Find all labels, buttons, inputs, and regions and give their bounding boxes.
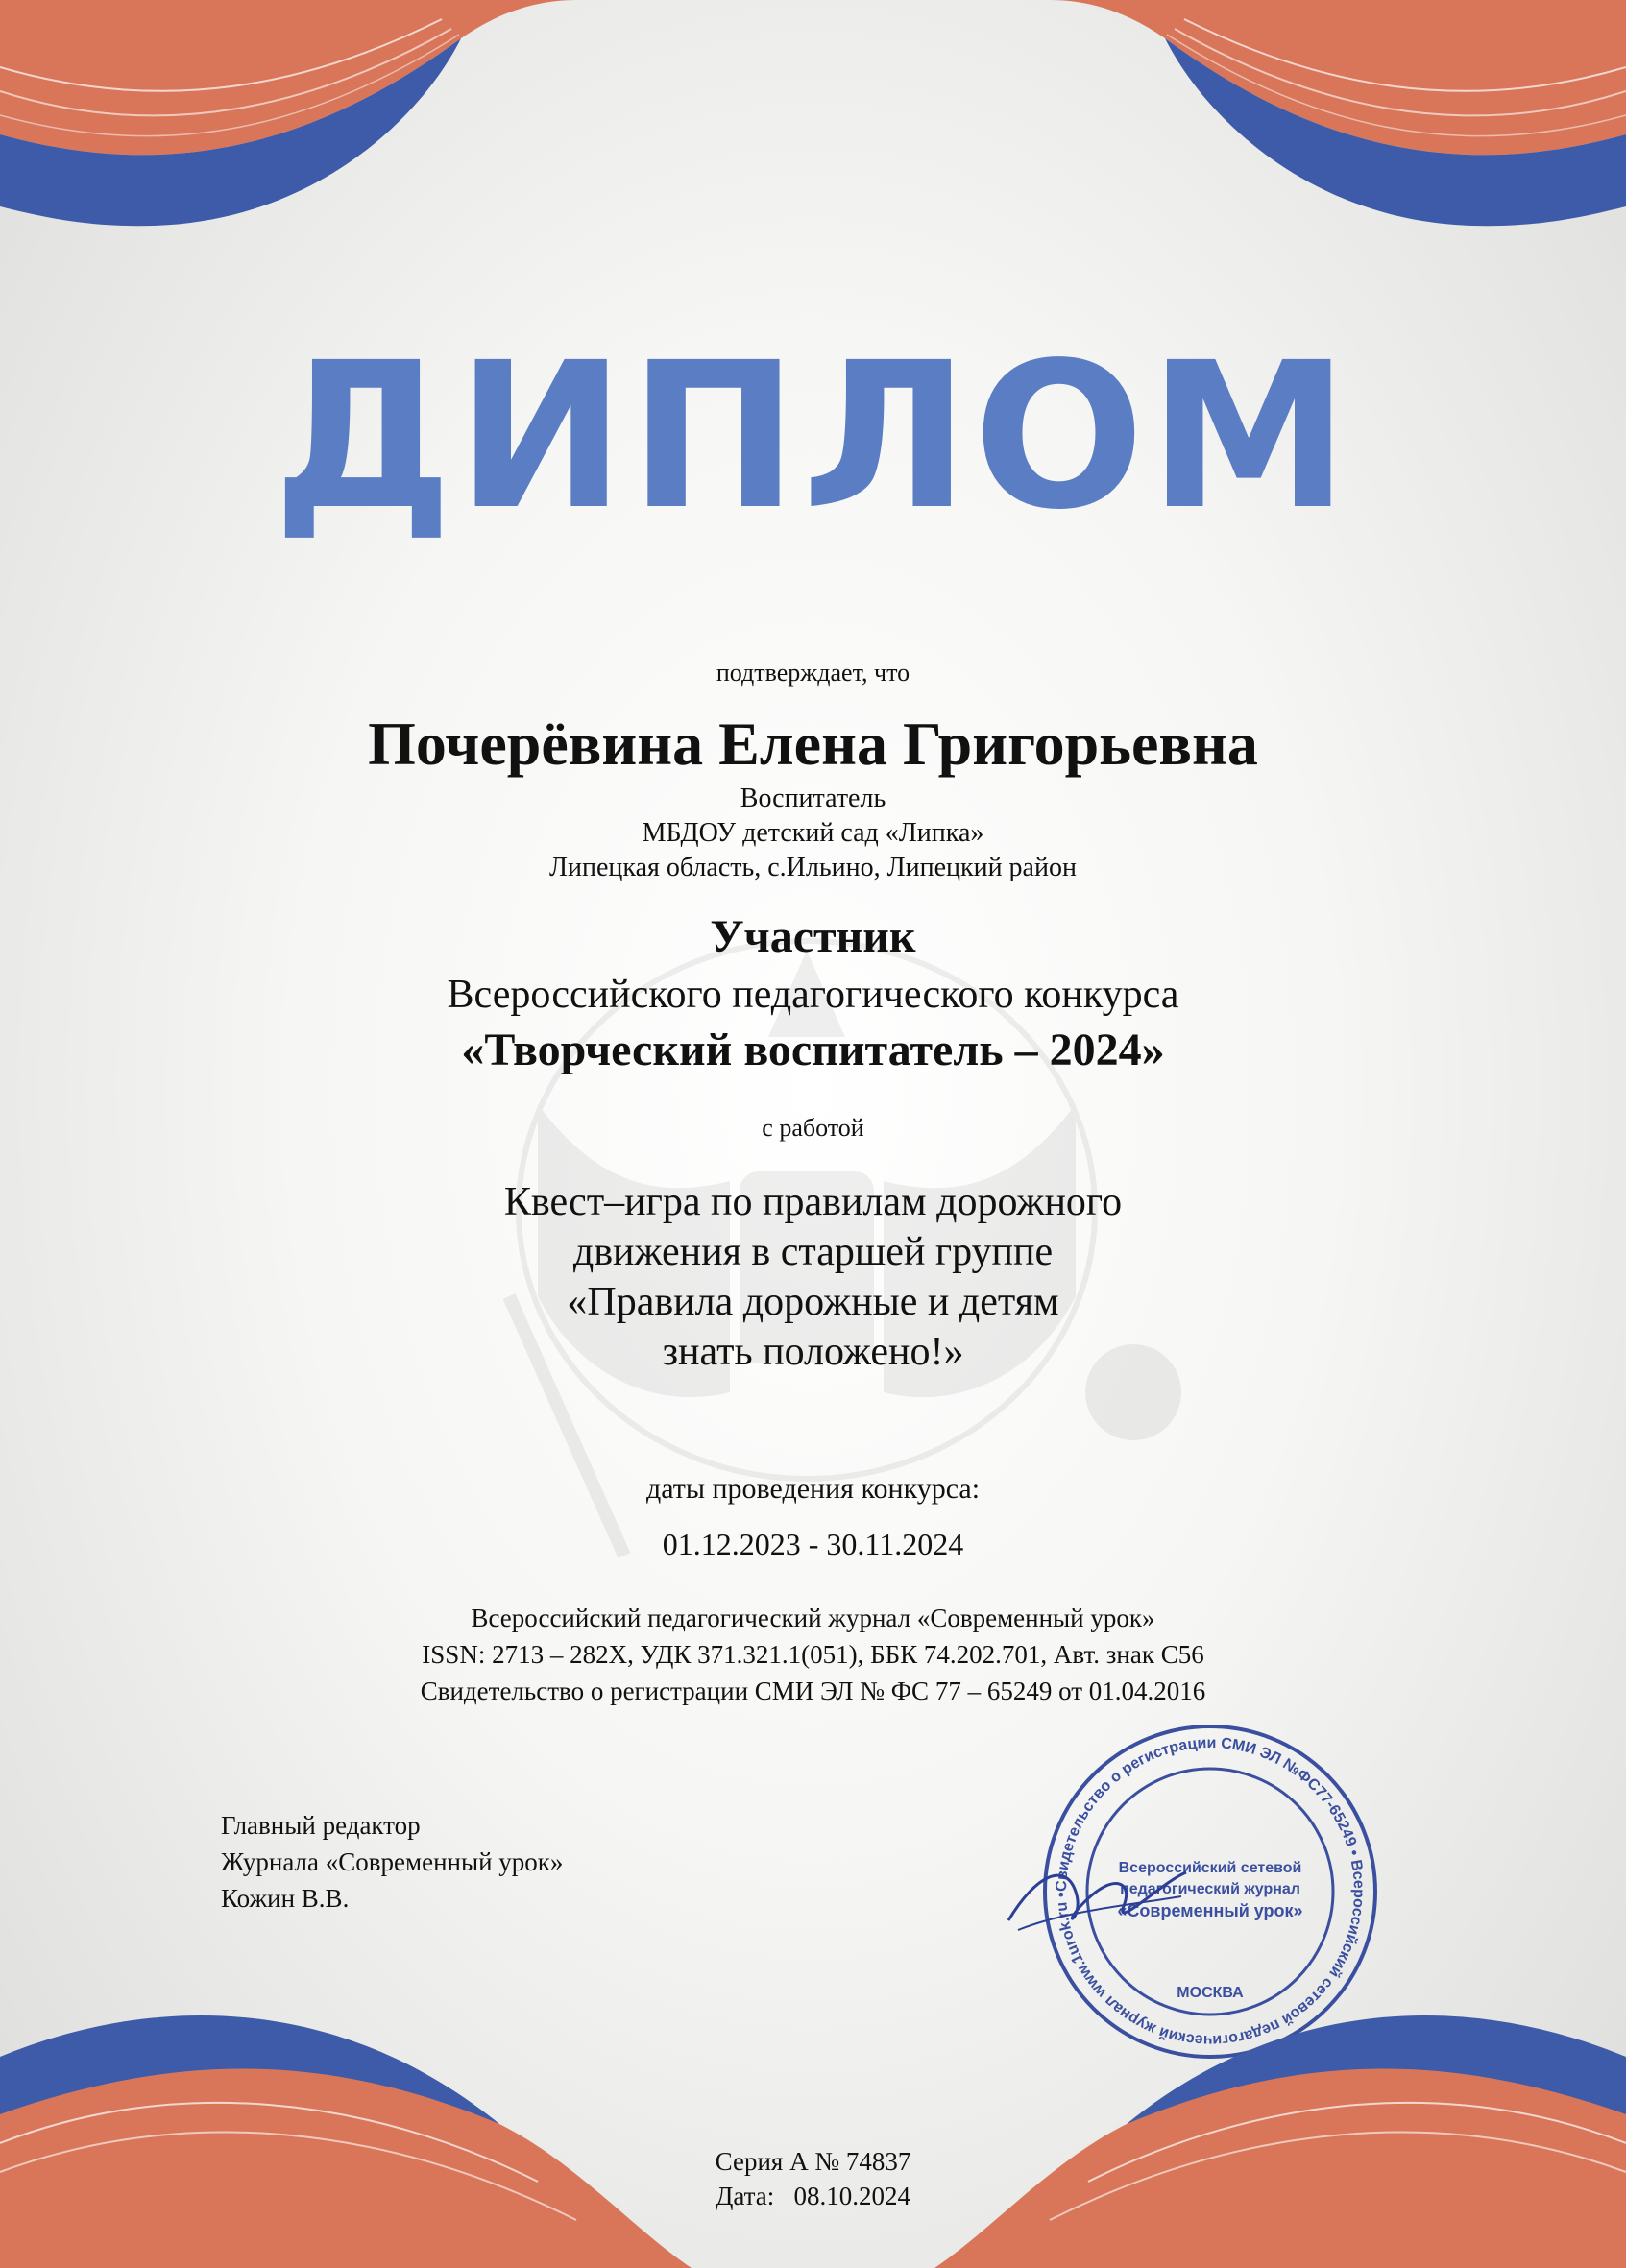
contest-name: «Творческий воспитатель – 2024» xyxy=(461,1025,1165,1075)
top-ribbon-decoration xyxy=(0,0,1626,288)
diploma-issue-date: Дата: 08.10.2024 xyxy=(715,2182,911,2210)
svg-text:МОСКВА: МОСКВА xyxy=(1177,1985,1244,2001)
contest-dates: 01.12.2023 - 30.11.2024 xyxy=(662,1527,964,1561)
work-title xyxy=(0,1177,1626,1377)
confirms-text: подтверждает, что xyxy=(716,659,910,687)
svg-text:Свидетельство о регистрации СМ: Свидетельство о регистрации СМИ ЭЛ №ФС77-65249 • Всероссийский сетевой педагогический журнал www.1urok.ru • xyxy=(1053,1734,1368,2049)
recipient-position: Воспитатель xyxy=(740,784,886,813)
svg-text:«Современный урок»: «Современный урок» xyxy=(1117,1901,1303,1920)
with-work-label: с работой xyxy=(762,1114,864,1142)
editor-name: Кожин В.В. xyxy=(221,1884,350,1913)
contest-dates-label: даты проведения конкурса: xyxy=(645,1473,981,1505)
work-title-line: «Правила дорожные и детям xyxy=(567,1280,1059,1324)
bottom-ribbon-decoration xyxy=(0,1951,1626,2268)
work-title-line: движения в старшей группе xyxy=(572,1230,1054,1274)
journal-name: Всероссийский педагогический журнал «Современный урок» xyxy=(471,1604,1155,1632)
recipient-organization: МБДОУ детский сад «Липка» xyxy=(642,818,984,848)
diploma-title: ДИПЛОМ xyxy=(273,319,1353,554)
contest-description: Всероссийского педагогического конкурса xyxy=(447,973,1179,1017)
recipient-region: Липецкая область, с.Ильино, Липецкий район xyxy=(549,853,1077,882)
diploma-series-number: Серия А № 74837 xyxy=(715,2147,911,2176)
participant-status: Участник xyxy=(710,911,916,962)
journal-registration: Свидетельство о регистрации СМИ ЭЛ № ФС 77 – 65249 от 01.04.2016 xyxy=(420,1677,1206,1705)
svg-text:Всероссийский сетевой: Всероссийский сетевой xyxy=(1118,1860,1302,1876)
work-title-line: Квест–игра по правилам дорожного xyxy=(503,1180,1123,1224)
editor-journal: Журнала «Современный урок» xyxy=(221,1847,564,1876)
editor-title: Главный редактор xyxy=(221,1811,421,1840)
recipient-name: Почерёвина Елена Григорьевна xyxy=(368,710,1258,778)
svg-text:педагогический журнал: педагогический журнал xyxy=(1120,1881,1300,1897)
journal-issn: ISSN: 2713 – 282X, УДК 371.321.1(051), ББК 74.202.701, Авт. знак С56 xyxy=(422,1640,1204,1669)
editor-signature xyxy=(999,1853,1191,1940)
work-title-line: знать положено!» xyxy=(662,1330,964,1374)
